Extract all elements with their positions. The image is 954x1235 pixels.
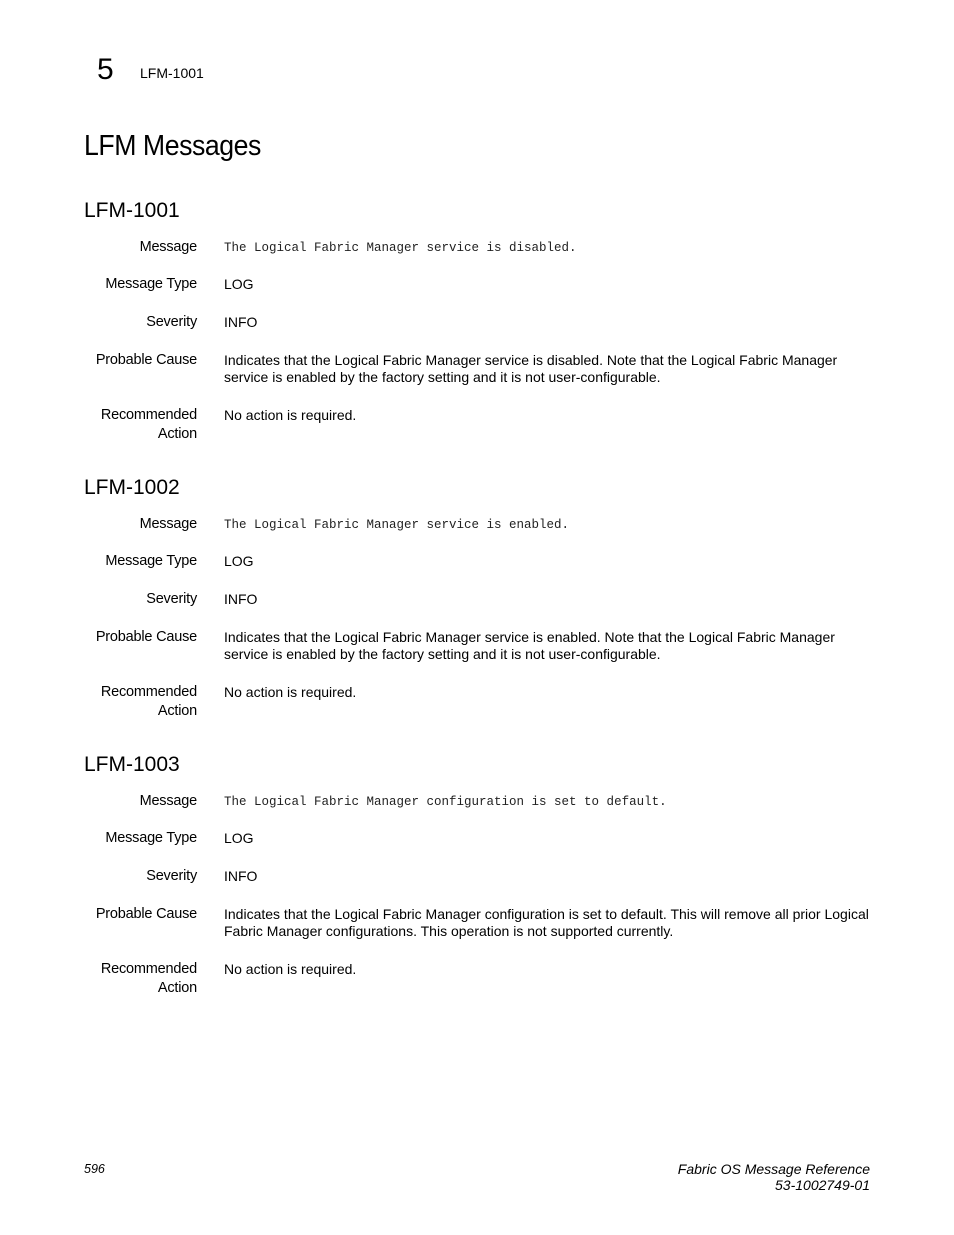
message-type-label: Message Type <box>105 830 197 846</box>
message-type-row <box>84 829 884 848</box>
probable-cause-row <box>84 628 884 663</box>
message-row <box>84 238 884 257</box>
page-number: 596 <box>84 1162 105 1176</box>
recommended-action-label-line2: Action <box>157 426 197 442</box>
message-type-row <box>84 552 884 571</box>
recommended-action-row <box>84 406 884 444</box>
chapter-number: 5 <box>97 53 114 86</box>
message-entry-lfm-1001 <box>84 198 884 444</box>
probable-cause-value: Indicates that the Logical Fabric Manager service is disabled. Note that the Logical Fabric Manager service is enabled by the factory setting and it is not user-configurable. <box>224 352 838 385</box>
message-text: The Logical Fabric Manager service is disabled. <box>224 241 577 255</box>
recommended-action-label-line1: Recommended <box>100 684 197 700</box>
recommended-action-label <box>84 406 197 444</box>
message-label: Message <box>139 239 197 255</box>
recommended-action-label-line2: Action <box>157 980 197 996</box>
severity-value: INFO <box>224 868 258 884</box>
doc-number: 53-1002749-01 <box>775 1177 870 1193</box>
recommended-action-row <box>84 683 884 721</box>
probable-cause-value: Indicates that the Logical Fabric Manager configuration is set to default. This will remove all prior Logical Fabric Manager configurations. This operation is not supported currently. <box>224 906 869 939</box>
severity-row <box>84 590 884 609</box>
recommended-action-row <box>84 960 884 998</box>
recommended-action-value: No action is required. <box>224 684 357 700</box>
message-text: The Logical Fabric Manager configuration is set to default. <box>224 795 667 809</box>
recommended-action-label-line2: Action <box>157 703 197 719</box>
severity-row <box>84 867 884 886</box>
recommended-action-label-line1: Recommended <box>100 961 197 977</box>
footer-doc-info <box>678 1161 870 1193</box>
probable-cause-label: Probable Cause <box>95 629 197 645</box>
running-head: LFM-1001 <box>140 65 204 81</box>
probable-cause-row <box>84 351 884 386</box>
message-row <box>84 792 884 811</box>
message-id: LFM-1003 <box>84 753 180 776</box>
recommended-action-label <box>84 960 197 998</box>
message-type-row <box>84 275 884 294</box>
message-id: LFM-1001 <box>84 199 180 222</box>
message-type-value: LOG <box>224 830 254 846</box>
probable-cause-label: Probable Cause <box>95 352 197 368</box>
message-entry-lfm-1003 <box>84 752 884 998</box>
message-type-value: LOG <box>224 553 254 569</box>
severity-label: Severity <box>146 591 197 607</box>
message-type-label: Message Type <box>105 276 197 292</box>
recommended-action-label <box>84 683 197 721</box>
section-title: LFM Messages <box>84 130 261 162</box>
doc-title: Fabric OS Message Reference <box>677 1161 870 1177</box>
message-label: Message <box>139 516 197 532</box>
recommended-action-value: No action is required. <box>224 407 357 423</box>
probable-cause-label: Probable Cause <box>95 906 197 922</box>
message-type-value: LOG <box>224 276 254 292</box>
probable-cause-row <box>84 905 884 940</box>
severity-row <box>84 313 884 332</box>
severity-label: Severity <box>146 868 197 884</box>
severity-label: Severity <box>146 314 197 330</box>
message-entry-lfm-1002 <box>84 475 884 721</box>
message-row <box>84 515 884 534</box>
recommended-action-value: No action is required. <box>224 961 357 977</box>
message-label: Message <box>139 793 197 809</box>
message-id: LFM-1002 <box>84 476 180 499</box>
severity-value: INFO <box>224 314 258 330</box>
severity-value: INFO <box>224 591 258 607</box>
message-text: The Logical Fabric Manager service is enabled. <box>224 518 570 532</box>
probable-cause-value: Indicates that the Logical Fabric Manager service is enabled. Note that the Logical Fabric Manager service is enabled by the factory setting and it is not user-configurable. <box>224 629 835 662</box>
recommended-action-label-line1: Recommended <box>100 407 197 423</box>
message-type-label: Message Type <box>105 553 197 569</box>
